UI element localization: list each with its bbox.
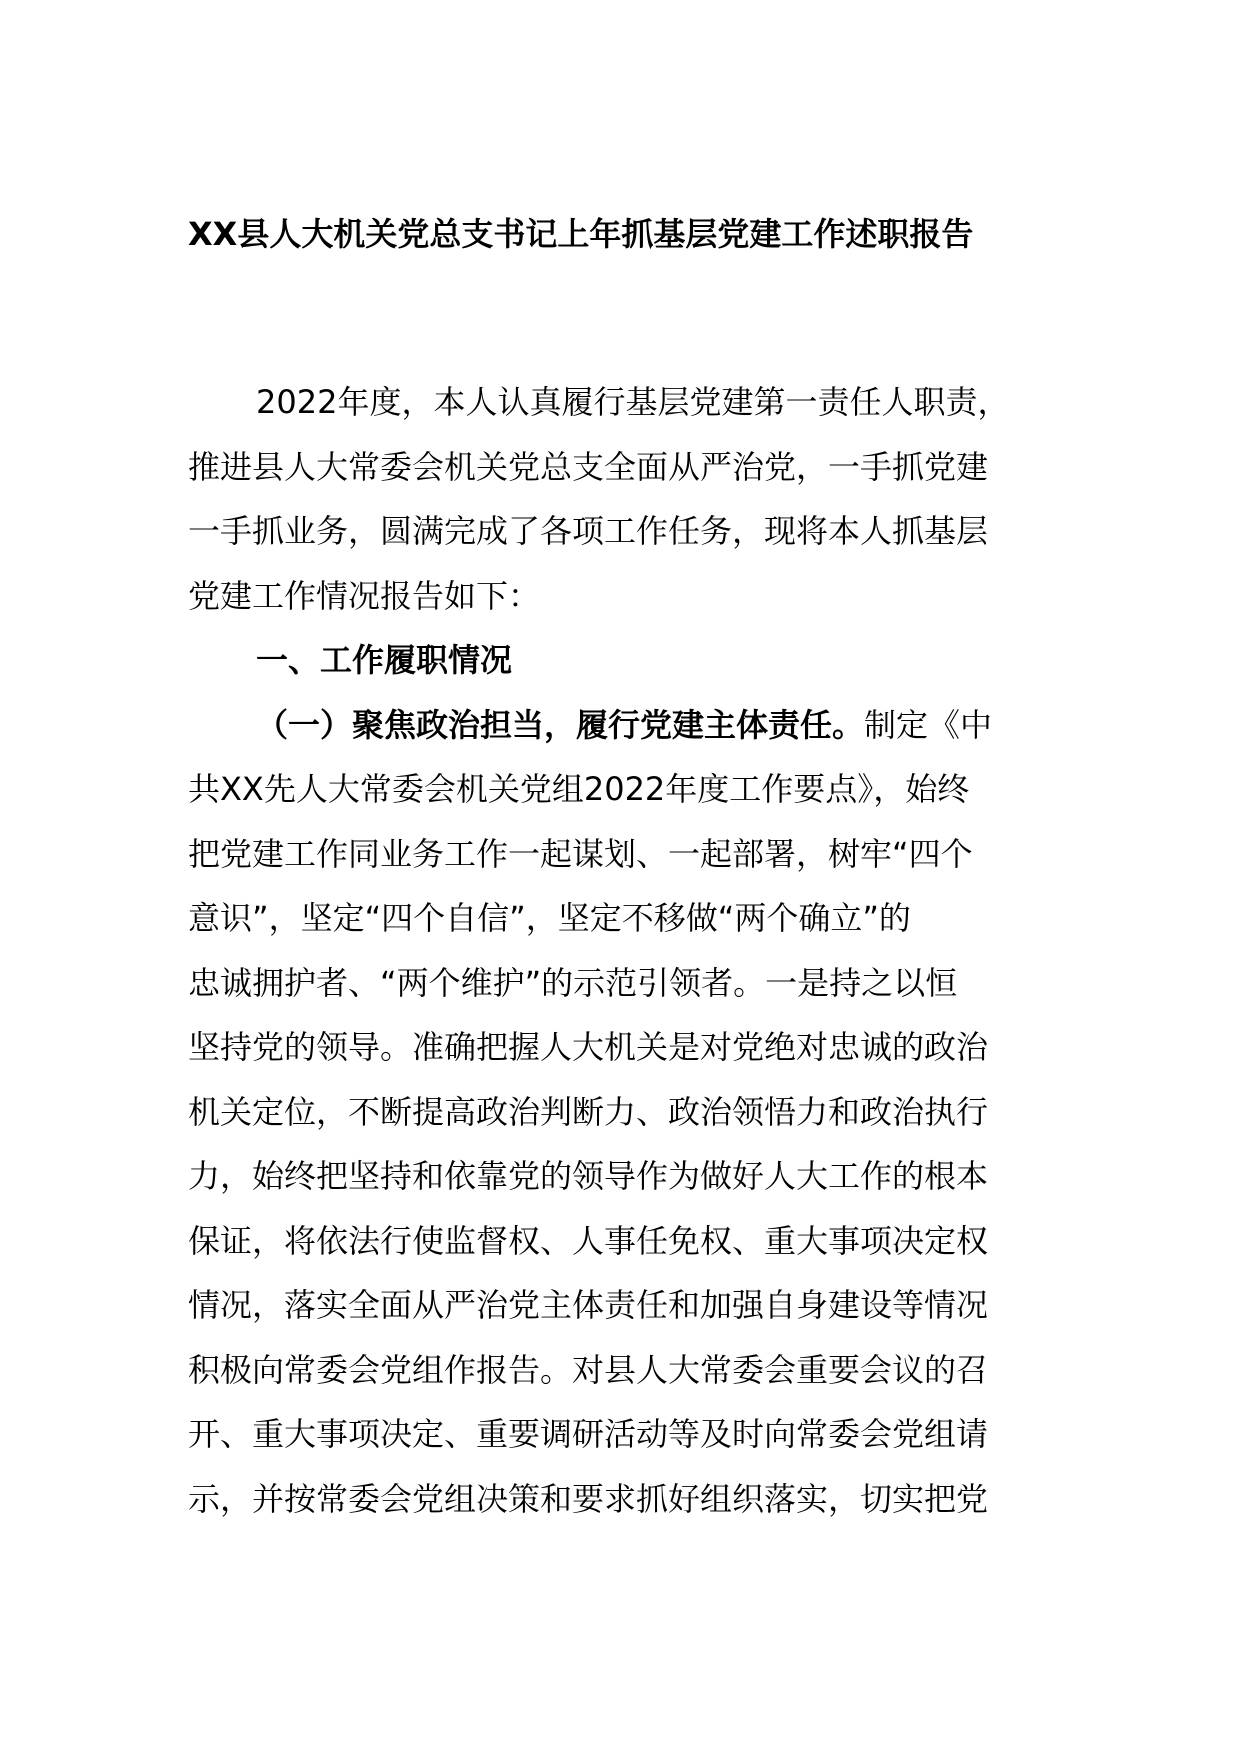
paragraph-line: 推进县人大常委会机关党总支全面从严治党，一手抓党建: [188, 447, 989, 486]
paragraph-line: 机关定位，不断提高政治判断力、政治领悟力和政治执行: [188, 1092, 989, 1131]
paragraph-line: 积极向常委会党组作报告。对县人大常委会重要会议的召: [188, 1350, 989, 1389]
paragraph-line: 2022年度，本人认真履行基层党建第一责任人职责，: [256, 383, 1010, 421]
paragraph-line: 情况，落实全面从严治党主体责任和加强自身建设等情况: [188, 1286, 989, 1324]
paragraph-line: 力，始终把坚持和依靠党的领导作为做好人大工作的根本: [188, 1157, 989, 1195]
paragraph-line: 共XX先人大常委会机关党组2022年度工作要点》，始终: [188, 770, 970, 808]
paragraph-line: 把党建工作同业务工作一起谋划、一起部署，树牢“四个: [188, 834, 973, 873]
paragraph-line: 意识”，坚定“四个自信”，坚定不移做“两个确立”的: [188, 899, 911, 937]
subsection-first-line: [188, 693, 1058, 758]
paragraph-line: 保证，将依法行使监督权、人事任免权、重大事项决定权: [188, 1221, 989, 1260]
paragraph-line: 忠诚拥护者、“两个维护”的示范引领者。一是持之以恒: [188, 963, 958, 1002]
document-title: XX县人大机关党总支书记上年抓基层党建工作述职报告: [188, 215, 974, 253]
paragraph-line: 党建工作情况报告如下：: [188, 576, 541, 615]
paragraph-line: 开、重大事项决定、重要调研活动等及时向常委会党组请: [188, 1415, 989, 1453]
paragraph-line: 示，并按常委会党组决策和要求抓好组织落实，切实把党: [188, 1479, 989, 1518]
paragraph-line: 坚持党的领导。准确把握人大机关是对党绝对忠诚的政治: [188, 1028, 989, 1066]
section-heading: 一、工作履职情况: [256, 641, 513, 679]
subsection-heading: （一）聚焦政治担当，履行党建主体责任。: [256, 705, 865, 744]
paragraph-line: 一手抓业务，圆满完成了各项工作任务，现将本人抓基层: [188, 512, 989, 550]
document-body: [188, 370, 1058, 1531]
subsection-text: 制定《中: [864, 705, 993, 744]
